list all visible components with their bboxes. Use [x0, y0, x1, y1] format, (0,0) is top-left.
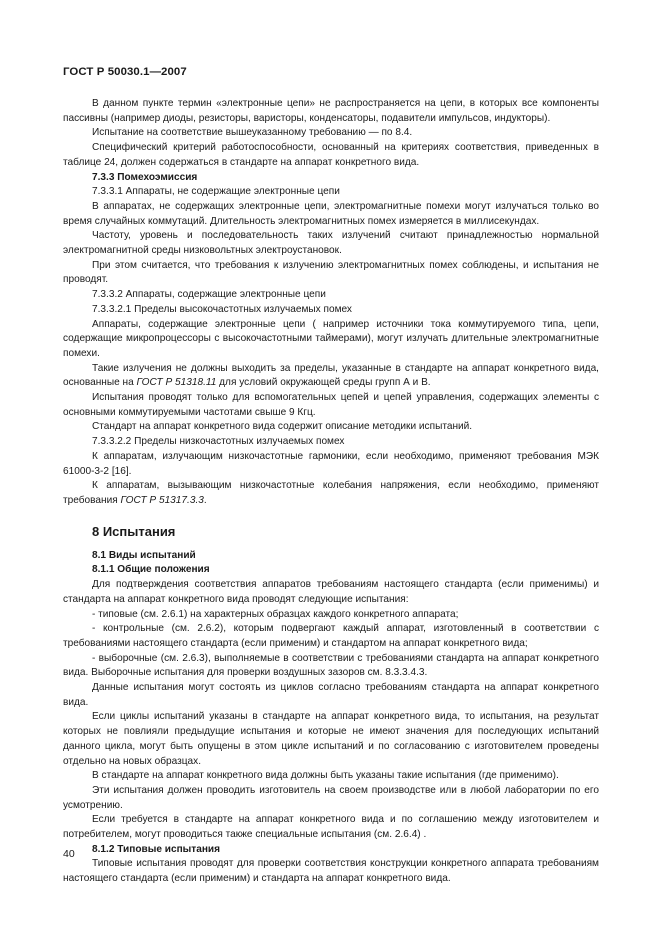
paragraph: Типовые испытания проводят для проверки соответствия конструкции конкретного аппарата требованиям настоящего стандарта (если применим) и стандарта на аппарат конкретного вида.: [63, 858, 599, 885]
paragraph: Испытания проводят только для вспомогательных цепей и цепей управления, содержащих элементы с основными коммутируемыми частотами свыше 9 Кгц.: [63, 392, 599, 418]
paragraph: Стандарт на аппарат конкретного вида содержит описание методики испытаний.: [92, 421, 473, 433]
paragraph: Специфический критерий работоспособности, основанный на критериях соответствия, приведенных в таблице 24, должен содержаться в стандарте на аппарат конкретного вида.: [63, 142, 599, 168]
subsection-heading: 7.3.3.1 Аппараты, не содержащие электронные цепи: [92, 186, 340, 198]
page-number: 40: [63, 848, 75, 860]
paragraph: При этом считается, что требования к излучению электромагнитных помех соблюдены, и испытания не проводят.: [63, 259, 599, 286]
section-heading-8: 8 Испытания: [92, 523, 176, 539]
paragraph: Испытание на соответствие вышеуказанному требованию — по 8.4.: [92, 127, 413, 139]
paragraph-with-reference: [63, 479, 599, 508]
document-body: [63, 97, 599, 887]
paragraph: Частоту, уровень и последовательность таких излучений считают принадлежностью нормальной электромагнитной среды низковольтных электроустановок.: [63, 230, 599, 257]
text-run: для условий окружающей среды групп А и В.: [216, 377, 431, 389]
paragraph-with-reference: [63, 362, 599, 391]
section-heading-7-3-3: 7.3.3 Помехоэмиссия: [92, 171, 198, 183]
section-heading-8-1-2: 8.1.2 Типовые испытания: [92, 843, 221, 855]
paragraph: Если требуется в стандарте на аппарат конкретного вида и по соглашению между изготовителем и потребителем, могут проводиться также специальные испытания (см. 2.6.4) .: [63, 814, 599, 841]
text-run: Такие излучения не должны выходить за пределы, указанные в стандарте на аппарат конкретного вида, основанные на: [63, 362, 599, 389]
subsection-heading: 7.3.3.2.2 Пределы низкочастотных излучаемых помех: [92, 436, 345, 448]
list-item: - выборочные (см. 2.6.3), выполняемые в соответствии с требованиями стандарта на аппарат конкретного вида. Выборочные испытания для проверки воздушных зазоров см. 8.3.3.4.3.: [63, 652, 599, 679]
paragraph: В данном пункте термин «электронные цепи» не распространяется на цепи, в которых все компоненты пассивны (например диоды, резисторы, варисторы, конденсаторы, подавители импульсов, индукторы).: [63, 98, 599, 124]
subsection-heading: 7.3.3.2 Аппараты, содержащие электронные цепи: [92, 289, 326, 301]
paragraph: Если циклы испытаний указаны в стандарте на аппарат конкретного вида, то испытания, на результат которых не повлияли предыдущие испытания и которые не имеют значения для последующих испытаний данного цикла, могут быть опущены в этом цикле испытаний и по согласованию с изготовителем проведены отдельно на новых образцах.: [63, 711, 599, 767]
paragraph: В стандарте на аппарат конкретного вида должны быть указаны такие испытания (где применимо).: [92, 770, 559, 782]
text-run: К аппаратам, вызывающим низкочастотные колебания напряжения, если необходимо, применяют требования: [63, 480, 599, 506]
text-run: .: [203, 494, 207, 506]
paragraph: Для подтверждения соответствия аппаратов требованиям настоящего стандарта (если применимы) и стандарта на аппарат конкретного вида проводят следующие испытания:: [63, 579, 599, 605]
section-heading-8-1-1: 8.1.1 Общие положения: [92, 564, 210, 576]
paragraph: К аппаратам, излучающим низкочастотные гармоники, если необходимо, применяют требования МЭК 61000-3-2 [16].: [63, 450, 599, 477]
document-header: ГОСТ Р 50030.1—2007: [63, 66, 187, 78]
paragraph: Аппараты, содержащие электронные цепи ( например источники тока коммутируемого типа, цепи, содержащие микропроцессоры с высокочастотными таймерами), могут излучать длительные электромагнитные помехи.: [63, 318, 599, 359]
standard-reference: ГОСТ Р 51317.3.3: [120, 494, 204, 506]
paragraph: Данные испытания могут состоять из циклов согласно требованиям стандарта на аппарат конкретного вида.: [63, 682, 599, 708]
standard-reference: ГОСТ Р 51318.11: [136, 377, 217, 389]
paragraph: В аппаратах, не содержащих электронные цепи, электромагнитные помехи могут излучаться только во время случайных коммутаций. Длительность электромагнитных помех измеряется в миллисекундах.: [63, 200, 599, 227]
section-heading-8-1: 8.1 Виды испытаний: [92, 549, 196, 561]
paragraph: Эти испытания должен проводить изготовитель на своем производстве или в любой лаборатории по его усмотрению.: [63, 784, 599, 811]
list-item: - типовые (см. 2.6.1) на характерных образцах каждого конкретного аппарата;: [92, 608, 459, 620]
list-item: - контрольные (см. 2.6.2), которым подвергают каждый аппарат, изготовленный в соответствии с требованиями настоящего стандарта (если применим) и стандартом на аппарат конкретного вида;: [63, 623, 599, 649]
subsection-heading: 7.3.3.2.1 Пределы высокочастотных излучаемых помех: [92, 303, 352, 315]
